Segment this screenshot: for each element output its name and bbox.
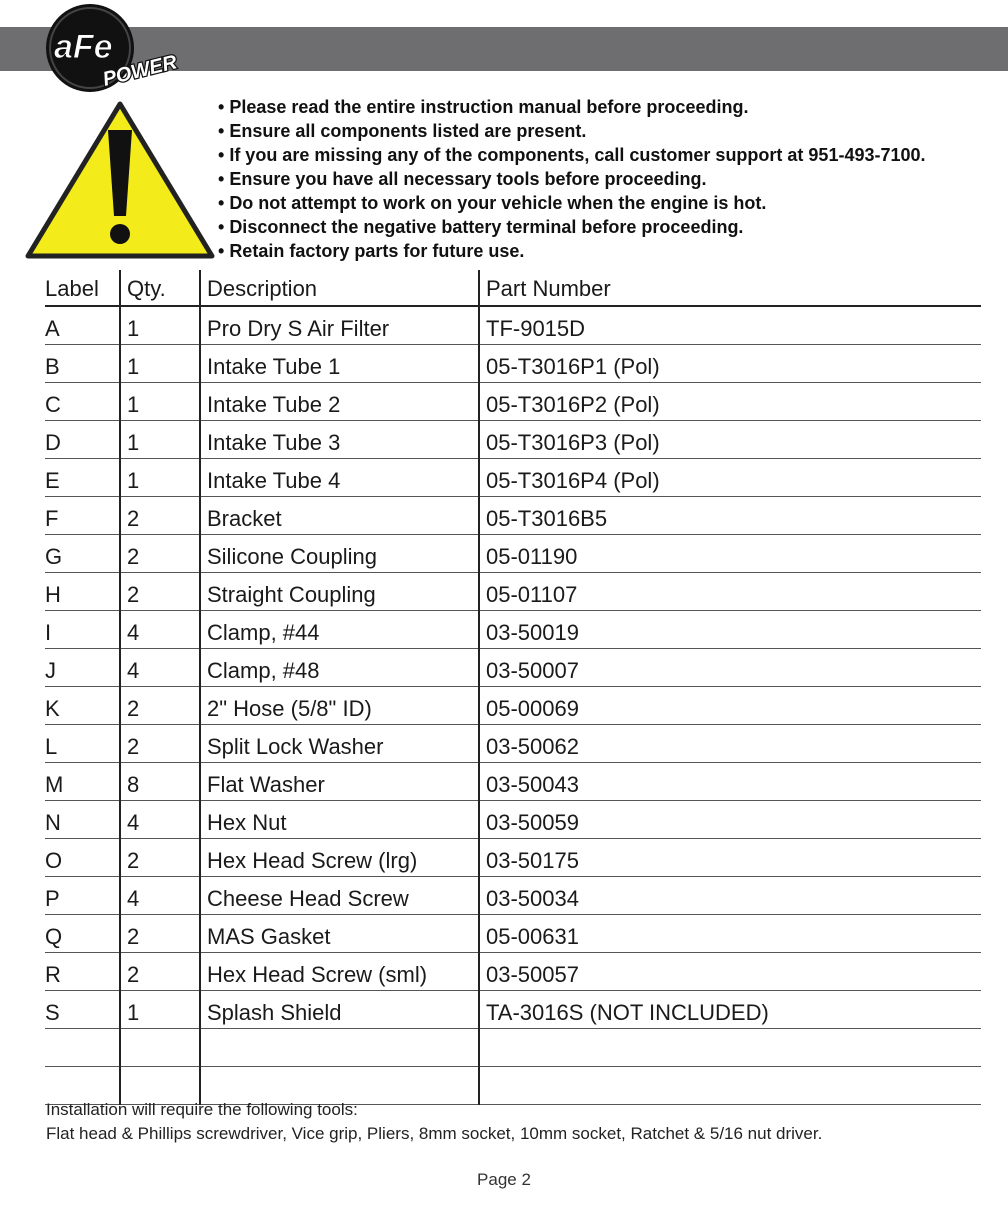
table-row — [45, 877, 981, 915]
cell-part-number — [479, 1029, 981, 1067]
cell-label: I — [45, 611, 120, 649]
cell-label: Q — [45, 915, 120, 953]
cell-description: Hex Nut — [200, 801, 479, 839]
cell-description: 2" Hose (5/8" ID) — [200, 687, 479, 725]
parts-table — [45, 270, 981, 1105]
cell-label: E — [45, 459, 120, 497]
table-row — [45, 725, 981, 763]
cell-part-number: 05-T3016P4 (Pol) — [479, 459, 981, 497]
cell-part-number: 05-00631 — [479, 915, 981, 953]
cell-label: S — [45, 991, 120, 1029]
cell-part-number: TA-3016S (NOT INCLUDED) — [479, 991, 981, 1029]
header-label: Label — [45, 270, 120, 306]
cell-qty — [120, 1029, 200, 1067]
cell-description: Intake Tube 2 — [200, 383, 479, 421]
parts-table-body — [45, 306, 981, 1105]
table-row — [45, 306, 981, 345]
table-row — [45, 345, 981, 383]
cell-description: Clamp, #44 — [200, 611, 479, 649]
cell-qty: 1 — [120, 306, 200, 345]
logo-subtext: POWER — [100, 51, 180, 91]
parts-table-header-row — [45, 270, 981, 306]
cell-description: Splash Shield — [200, 991, 479, 1029]
cell-qty: 2 — [120, 573, 200, 611]
cell-description: Cheese Head Screw — [200, 877, 479, 915]
cell-label: H — [45, 573, 120, 611]
table-row — [45, 611, 981, 649]
table-row — [45, 535, 981, 573]
cell-qty: 1 — [120, 345, 200, 383]
cell-qty: 4 — [120, 649, 200, 687]
cell-part-number: 03-50062 — [479, 725, 981, 763]
cell-part-number: 03-50057 — [479, 953, 981, 991]
header-qty: Qty. — [120, 270, 200, 306]
cell-label: B — [45, 345, 120, 383]
cell-qty: 1 — [120, 421, 200, 459]
warning-bullet: • Retain factory parts for future use. — [218, 239, 926, 263]
warning-bullet: • Please read the entire instruction manual before proceeding. — [218, 95, 926, 119]
table-row — [45, 839, 981, 877]
cell-qty: 2 — [120, 687, 200, 725]
cell-label: F — [45, 497, 120, 535]
cell-part-number: 05-T3016P1 (Pol) — [479, 345, 981, 383]
cell-qty: 1 — [120, 991, 200, 1029]
cell-part-number: 05-T3016P2 (Pol) — [479, 383, 981, 421]
cell-label: G — [45, 535, 120, 573]
cell-qty: 2 — [120, 535, 200, 573]
cell-part-number: 03-50034 — [479, 877, 981, 915]
cell-qty: 4 — [120, 611, 200, 649]
cell-part-number: 05-01107 — [479, 573, 981, 611]
cell-label: C — [45, 383, 120, 421]
header-part-number: Part Number — [479, 270, 981, 306]
cell-description: Intake Tube 3 — [200, 421, 479, 459]
cell-label: J — [45, 649, 120, 687]
cell-label: O — [45, 839, 120, 877]
page-number: Page 2 — [477, 1170, 531, 1189]
cell-description: Intake Tube 1 — [200, 345, 479, 383]
table-row — [45, 649, 981, 687]
cell-part-number: 03-50007 — [479, 649, 981, 687]
cell-label: L — [45, 725, 120, 763]
tools-intro: Installation will require the following tools: — [46, 1100, 358, 1119]
cell-description: Hex Head Screw (lrg) — [200, 839, 479, 877]
table-row — [45, 1029, 981, 1067]
table-row — [45, 421, 981, 459]
cell-qty: 1 — [120, 459, 200, 497]
warning-bullet: • Ensure all components listed are present. — [218, 119, 926, 143]
cell-description: MAS Gasket — [200, 915, 479, 953]
warning-bullet-list — [218, 95, 926, 263]
cell-description: Intake Tube 4 — [200, 459, 479, 497]
cell-part-number: TF-9015D — [479, 306, 981, 345]
cell-qty: 4 — [120, 801, 200, 839]
table-row — [45, 497, 981, 535]
cell-qty: 2 — [120, 725, 200, 763]
warning-bullet: • Disconnect the negative battery terminal before proceeding. — [218, 215, 926, 239]
cell-label: K — [45, 687, 120, 725]
cell-part-number: 03-50043 — [479, 763, 981, 801]
warning-bullet: • Do not attempt to work on your vehicle when the engine is hot. — [218, 191, 926, 215]
cell-part-number: 03-50019 — [479, 611, 981, 649]
table-row — [45, 991, 981, 1029]
cell-qty: 4 — [120, 877, 200, 915]
tools-section — [46, 1098, 822, 1146]
cell-description: Split Lock Washer — [200, 725, 479, 763]
afe-power-logo — [44, 2, 204, 94]
cell-description: Pro Dry S Air Filter — [200, 306, 479, 345]
cell-qty: 2 — [120, 497, 200, 535]
cell-description: Silicone Coupling — [200, 535, 479, 573]
table-row — [45, 953, 981, 991]
cell-description: Bracket — [200, 497, 479, 535]
cell-label — [45, 1029, 120, 1067]
cell-description — [200, 1029, 479, 1067]
cell-qty: 2 — [120, 839, 200, 877]
logo-text: aFe — [54, 28, 113, 66]
cell-qty: 8 — [120, 763, 200, 801]
cell-description: Hex Head Screw (sml) — [200, 953, 479, 991]
table-row — [45, 687, 981, 725]
cell-label: M — [45, 763, 120, 801]
table-row — [45, 915, 981, 953]
cell-qty: 2 — [120, 915, 200, 953]
tools-list: Flat head & Phillips screwdriver, Vice grip, Pliers, 8mm socket, 10mm socket, Ratchet & 5/16 nut driver. — [46, 1124, 823, 1143]
table-row — [45, 573, 981, 611]
cell-label: D — [45, 421, 120, 459]
header-description: Description — [200, 270, 479, 306]
warning-bullet: • If you are missing any of the components, call customer support at 951-493-7100. — [218, 143, 926, 167]
cell-label: R — [45, 953, 120, 991]
warning-triangle-icon — [22, 98, 218, 264]
cell-part-number: 05-T3016P3 (Pol) — [479, 421, 981, 459]
cell-part-number: 05-01190 — [479, 535, 981, 573]
warning-bullet: • Ensure you have all necessary tools before proceeding. — [218, 167, 926, 191]
cell-part-number: 05-00069 — [479, 687, 981, 725]
table-row — [45, 763, 981, 801]
cell-part-number: 03-50175 — [479, 839, 981, 877]
cell-part-number: 03-50059 — [479, 801, 981, 839]
cell-label: P — [45, 877, 120, 915]
table-row — [45, 459, 981, 497]
cell-qty: 1 — [120, 383, 200, 421]
cell-description: Clamp, #48 — [200, 649, 479, 687]
cell-qty: 2 — [120, 953, 200, 991]
cell-label: A — [45, 306, 120, 345]
cell-description: Straight Coupling — [200, 573, 479, 611]
cell-description: Flat Washer — [200, 763, 479, 801]
cell-part-number: 05-T3016B5 — [479, 497, 981, 535]
cell-label: N — [45, 801, 120, 839]
table-row — [45, 383, 981, 421]
table-row — [45, 801, 981, 839]
